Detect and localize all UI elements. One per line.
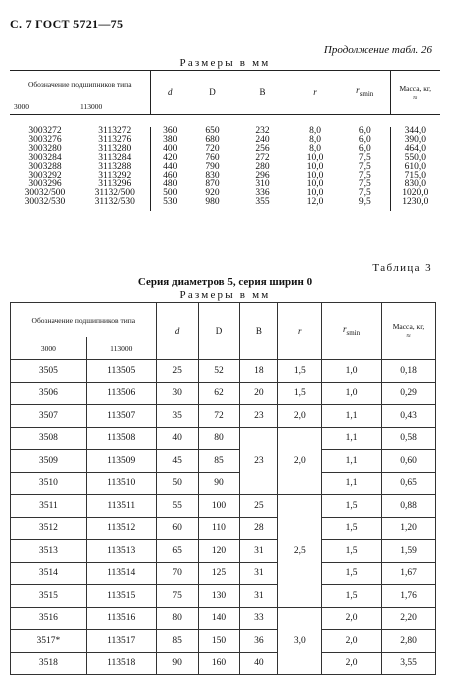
table-cell: 6,0 [358,143,371,154]
table-cell: 3113272 [98,126,132,136]
table-cell: 2,5 [278,495,322,608]
table-cell: 790 [205,161,220,172]
table-cell: 1,5 [322,540,382,563]
table-cell: 23 [240,427,278,495]
table-cell: 31 [240,585,278,608]
table-cell: 1020,0 [390,189,440,198]
table-cell: 30032/500 [24,188,66,199]
table-row [10,163,440,172]
table-cell: 20 [240,382,278,405]
table-cell: 130 [198,585,240,608]
table-cell: 296 [255,170,270,181]
table-cell: 36 [240,630,278,653]
table-cell: 52 [198,360,240,383]
mass-header-2: Масса, кг, ≈ [382,303,436,360]
table-cell: 10,0 [306,161,324,172]
table-cell: 464,0 [390,145,440,154]
table-cell: 310 [255,179,270,190]
table-cell: 460 [150,172,190,181]
table-cell: 110 [198,517,240,540]
table-3 [10,302,436,675]
table-cell: 8,0 [309,143,321,154]
table-cell: 7,5 [358,170,371,181]
table-row [11,585,436,608]
table-cell: 85 [156,630,198,653]
table-cell: 113507 [86,405,156,428]
table-cell: 3514 [11,562,87,585]
table-cell: 3003284 [28,152,62,163]
table-cell: 40 [240,652,278,675]
table-row [11,607,436,630]
table-cell: 980 [205,197,220,208]
table-cell: 3517* [11,630,87,653]
table-cell: 830 [205,170,220,181]
continuation-note: Продолжение табл. 26 [323,44,432,56]
table-cell: 3513 [11,540,87,563]
table-cell: 1,0 [322,382,382,405]
table-row [11,562,436,585]
type-113000-header: 113000 [80,98,150,115]
table-cell: 75 [156,585,198,608]
table-cell: 25 [240,495,278,518]
table-cell: 680 [205,134,220,145]
table-cell: 550,0 [390,154,440,163]
table-cell: 2,0 [278,427,322,495]
table-cell: 113513 [86,540,156,563]
table-cell: 3113284 [98,152,132,163]
B-header-2: B [240,303,278,360]
table-cell: 31132/530 [94,197,135,208]
table-cell: 420 [150,154,190,163]
table-row [11,540,436,563]
table-cell: 400 [150,145,190,154]
table-cell: 31 [240,562,278,585]
table-row [11,517,436,540]
table-cell: 18 [240,360,278,383]
table-cell: 870 [205,179,220,190]
table-cell: 3,55 [382,652,436,675]
table-cell: 50 [156,472,198,495]
table-cell: 480 [150,180,190,189]
table-cell: 1,5 [278,382,322,405]
table-cell: 3113296 [98,179,132,190]
table-cell: 344,0 [390,127,440,136]
table-row [11,630,436,653]
table-26-body [10,115,440,212]
table-cell: 440 [150,163,190,172]
table-cell: 6,0 [358,126,371,136]
table-cell: 70 [156,562,198,585]
table-3-body [11,360,436,675]
table-cell: 272 [255,152,270,163]
table-cell: 1,5 [322,517,382,540]
table-cell: 3003296 [28,179,62,190]
table-cell: 0,60 [382,450,436,473]
table-cell: 113514 [86,562,156,585]
mass-header: Масса, кг, ≈ [390,71,440,115]
rsmin-header: $r_{smin}$ [340,71,390,115]
table-cell: 336 [255,188,270,199]
type-3000-header-2: 3000 [11,337,87,360]
type-3000-header: 3000 [10,98,80,115]
table-row [11,382,436,405]
table-cell: 920 [205,188,220,199]
table-row [10,198,440,211]
table-cell: 3,0 [278,607,322,675]
table-cell: 3518 [11,652,87,675]
table-cell: 55 [156,495,198,518]
table-cell: 1,5 [322,495,382,518]
table-cell: 40 [156,427,198,450]
table-row [11,405,436,428]
table-cell: 3512 [11,517,87,540]
B-header: B [235,71,290,115]
type-113000-header-2: 113000 [86,337,156,360]
table-cell: 80 [156,607,198,630]
D-header-2: D [198,303,240,360]
table-cell: 7,5 [358,188,371,199]
table-cell: 113512 [86,517,156,540]
designation-header-2: Обозначение подшипников типа [11,303,157,338]
table-cell: 72 [198,405,240,428]
table-cell: 25 [156,360,198,383]
table-cell: 3515 [11,585,87,608]
designation-header: Обозначение подшипников типа [10,71,150,99]
table-cell: 113518 [86,652,156,675]
table-cell: 85 [198,450,240,473]
table-row [11,360,436,383]
table-row [10,180,440,189]
table-cell: 10,0 [306,152,324,163]
table-cell: 610,0 [390,163,440,172]
table-cell: 1,20 [382,517,436,540]
D-header: D [190,71,235,115]
table-cell: 35 [156,405,198,428]
table-cell: 9,5 [358,197,371,208]
table-cell: 3509 [11,450,87,473]
rsmin-header-2: $r_{smin}$ [322,303,382,360]
table-cell: 30 [156,382,198,405]
table-row [10,189,440,198]
table-cell: 80 [198,427,240,450]
table-row [11,495,436,518]
table-cell: 2,0 [322,607,382,630]
table-cell: 10,0 [306,179,324,190]
table-cell: 3510 [11,472,87,495]
table-cell: 355 [255,197,270,208]
table-row [10,172,440,181]
table-cell: 113516 [86,607,156,630]
table-cell: 0,43 [382,405,436,428]
table-cell: 7,5 [358,152,371,163]
table-cell: 113517 [86,630,156,653]
table-cell: 1230,0 [390,198,440,211]
table-cell: 140 [198,607,240,630]
table-cell: 31 [240,540,278,563]
table-cell: 12,0 [306,197,324,208]
table-row [10,145,440,154]
table-cell: 2,80 [382,630,436,653]
table-cell: 1,0 [322,360,382,383]
table-row [11,472,436,495]
r-header-2: r [278,303,322,360]
table-cell: 1,76 [382,585,436,608]
table-cell: 1,5 [322,562,382,585]
table-cell: 90 [156,652,198,675]
table-cell: 240 [255,134,270,145]
table-cell: 3113280 [98,143,132,154]
table-cell: 0,88 [382,495,436,518]
table-cell: 1,59 [382,540,436,563]
d-header: d [150,71,190,115]
table-cell: 3003292 [28,170,62,181]
table-26-continuation [10,70,440,211]
table-row [11,450,436,473]
table-cell: 0,29 [382,382,436,405]
sizes-caption-2: Размеры в мм [179,289,271,301]
table-cell: 650 [205,126,220,136]
table-row [11,652,436,675]
table-cell: 0,18 [382,360,436,383]
table-cell: 2,0 [322,652,382,675]
table-cell: 120 [198,540,240,563]
table-cell: 232 [255,126,270,136]
table-cell: 60 [156,517,198,540]
table-cell: 280 [255,161,270,172]
table-cell: 113510 [86,472,156,495]
table-cell: 33 [240,607,278,630]
table-cell: 3003288 [28,161,62,172]
table-cell: 31132/500 [94,188,135,199]
table-cell: 10,0 [306,188,324,199]
table-cell: 715,0 [390,172,440,181]
table-cell: 28 [240,517,278,540]
table-cell: 113515 [86,585,156,608]
table-cell: 2,20 [382,607,436,630]
table-cell: 8,0 [309,126,321,136]
table-cell: 7,5 [358,179,371,190]
table-cell: 0,58 [382,427,436,450]
table-cell: 830,0 [390,180,440,189]
table-cell: 3113276 [98,134,132,145]
table-cell: 0,65 [382,472,436,495]
table-cell: 1,67 [382,562,436,585]
table-cell: 3505 [11,360,87,383]
table-cell: 3516 [11,607,87,630]
table-row [10,136,440,145]
r-header: r [290,71,340,115]
table-cell: 256 [255,143,270,154]
table-cell: 3507 [11,405,87,428]
table-cell: 3508 [11,427,87,450]
table-cell: 3113288 [98,161,132,172]
table-cell: 760 [205,152,220,163]
table-cell: 390,0 [390,136,440,145]
table-cell: 3511 [11,495,87,518]
table-cell: 1,1 [322,427,382,450]
sizes-caption: Размеры в мм [179,57,271,69]
table-cell: 1,5 [278,360,322,383]
table-cell: 380 [150,136,190,145]
d-header-2: d [156,303,198,360]
table-cell: 150 [198,630,240,653]
table-cell: 113509 [86,450,156,473]
series-caption: Серия диаметров 5, серия ширин 0 [137,276,313,288]
table-cell: 113506 [86,382,156,405]
table-cell: 100 [198,495,240,518]
table-cell: 2,0 [322,630,382,653]
table-row [10,154,440,163]
table-row [10,127,440,136]
table-cell: 3003280 [28,143,62,154]
table-cell: 3003272 [28,126,62,136]
table-cell: 3003276 [28,134,62,145]
table-cell: 113511 [86,495,156,518]
table-cell: 1,5 [322,585,382,608]
table-cell: 8,0 [309,134,321,145]
table-cell: 30032/530 [24,197,66,208]
table-cell: 10,0 [306,170,324,181]
table-cell: 720 [205,143,220,154]
table-cell: 2,0 [278,405,322,428]
table-cell: 6,0 [358,134,371,145]
table-cell: 160 [198,652,240,675]
table-cell: 90 [198,472,240,495]
table-row [11,427,436,450]
table-cell: 125 [198,562,240,585]
table-cell: 3506 [11,382,87,405]
table-cell: 500 [150,189,190,198]
table-cell: 65 [156,540,198,563]
table-cell: 7,5 [358,161,371,172]
page-header: С. 7 ГОСТ 5721—75 [10,17,124,31]
table-cell: 23 [240,405,278,428]
table-cell: 3113292 [98,170,132,181]
table-number: Таблица 3 [372,262,432,274]
table-cell: 1,1 [322,472,382,495]
table-cell: 62 [198,382,240,405]
table-cell: 1,1 [322,450,382,473]
table-cell: 45 [156,450,198,473]
table-cell: 113508 [86,427,156,450]
table-cell: 1,1 [322,405,382,428]
table-cell: 530 [150,198,190,211]
table-cell: 113505 [86,360,156,383]
table-cell: 360 [150,127,190,136]
